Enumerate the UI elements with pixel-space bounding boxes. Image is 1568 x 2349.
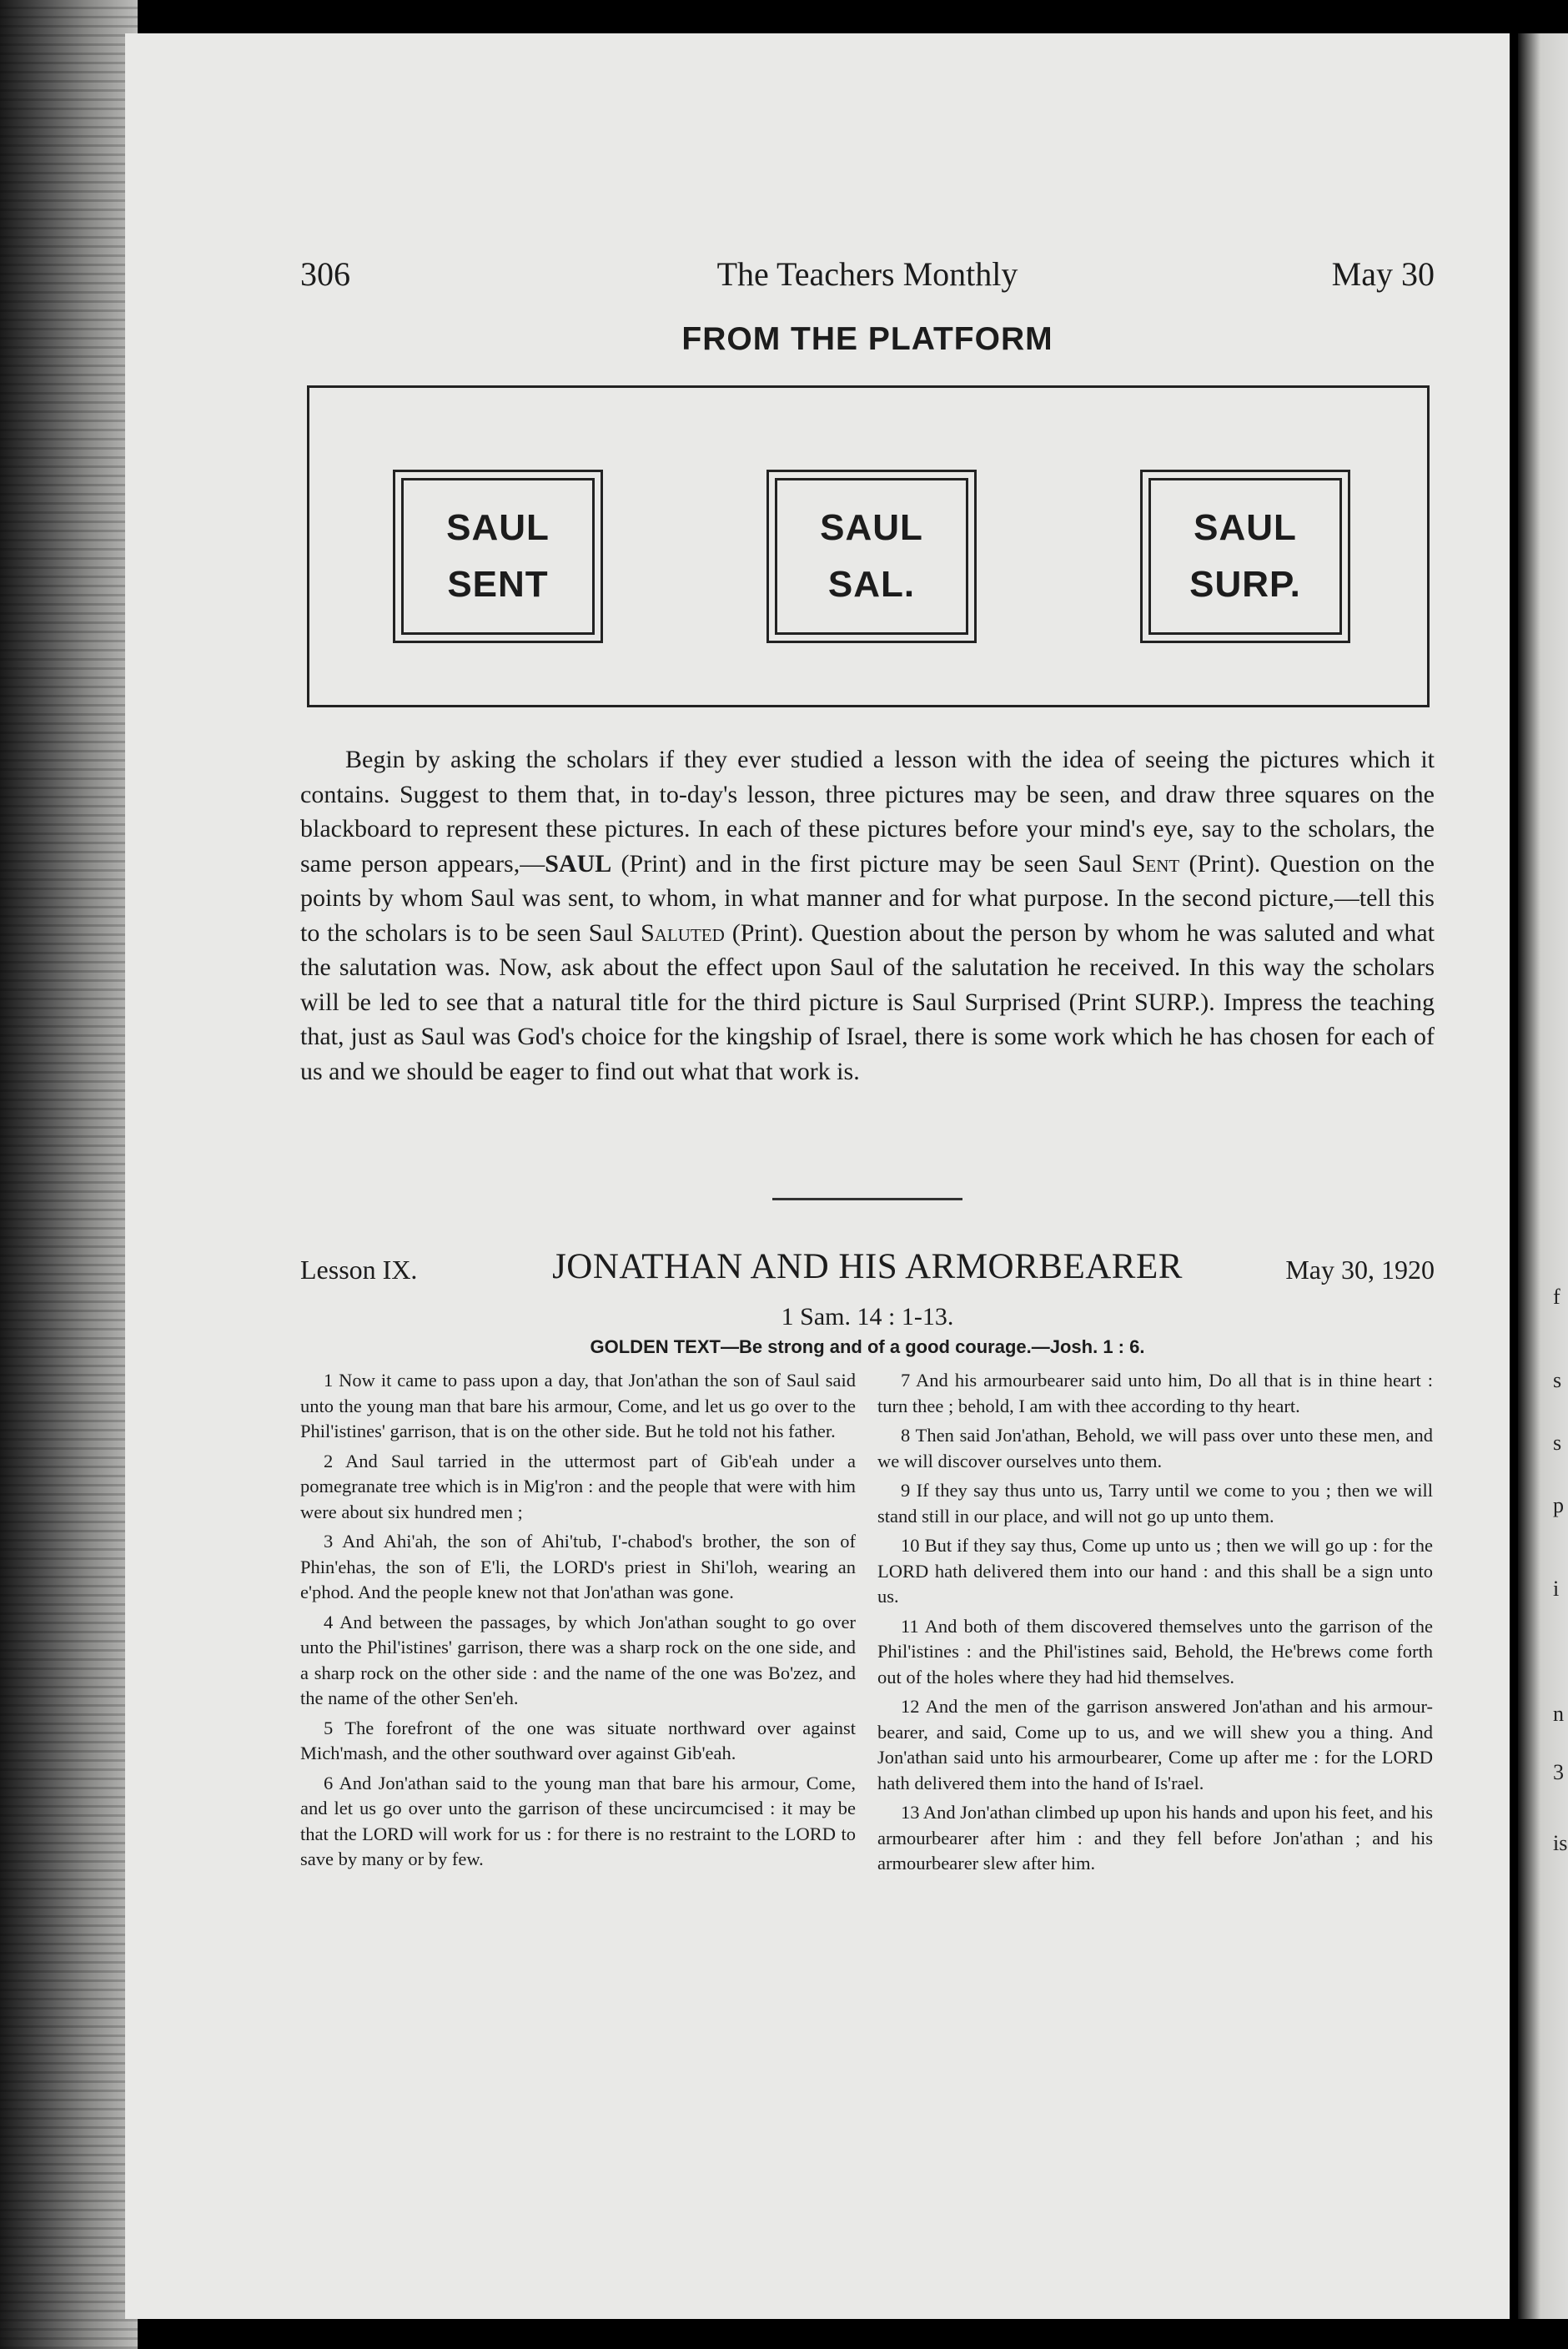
intro-text: Begin by asking the scholars if they ever studied a lesson with the idea of seeing the pictures which it contains. Suggest to them that, in to-day's lesson, three pictures may be seen, and draw three squares on the blackboard to represent these pictures. In each of these pictures before your mind's eye, say to the scholars, the same person appears,— [300, 746, 1435, 878]
page-header [300, 254, 1435, 304]
verse: 1 Now it came to pass upon a day, that Jon'athan the son of Saul said unto the young man that bare his armour, Come, and let us go over to the Phil'istines' garrison, that is on the other side. But he told not his father. [300, 1370, 856, 1441]
verse: 9 If they say thus unto us, Tarry until we come to you ; then we will stand still in our place, and will not go up unto them. [877, 1480, 1433, 1527]
verses-left-column [300, 1368, 856, 1877]
verse: 2 And Saul tarried in the uttermost part of Gib'eah under a pomegranate tree which is in Mig'ron : and the people that were with him were about six hundred men ; [300, 1450, 856, 1522]
edge-fragment: n [1553, 1702, 1564, 1726]
golden-text: GOLDEN TEXT—Be strong and of a good courage.—Josh. 1 : 6. [590, 1336, 1145, 1357]
picture-square-inner [1148, 478, 1342, 635]
verses-right-column [877, 1368, 1433, 1881]
edge-fragment: f [1553, 1285, 1560, 1309]
lesson-number: Lesson IX. [300, 1255, 418, 1285]
page-number: 306 [300, 255, 350, 293]
verse: 6 And Jon'athan said to the young man that bare his armour, Come, and let us go over unto the garrison of these uncircumcised : it may be that the LORD will work for us : for there is no restraint to the LORD to save by many or by few. [300, 1772, 856, 1869]
square-line: SAL. [827, 564, 916, 605]
edge-fragment: 3 [1553, 1760, 1564, 1784]
picture-square [1140, 470, 1350, 643]
picture-square-inner [775, 478, 968, 635]
intro-smallcaps: Sent [1131, 849, 1180, 878]
verse: 13 And Jon'athan climbed up upon his hands and upon his feet, and his armourbearer after him : and they fell before Jon'athan ; and his armourbearer slew after him. [877, 1802, 1433, 1874]
intro-text: (Print). Question on the points by whom Saul was sent, to whom, in what manner and for what purpose. In the second picture,—tell this to the scholars is to be seen Saul [300, 849, 1435, 947]
square-line: SAUL [446, 507, 550, 548]
verse: 5 The forefront of the one was situate northward over against Mich'mash, and the other southward over against Gib'eah. [300, 1717, 856, 1763]
verse: 4 And between the passages, by which Jon'athan sought to go over unto the Phil'istines' garrison, there was a sharp rock on the one side, and a sharp rock on the other side : and the name of the one was Bo'zez, and the name of the other Sen'eh. [300, 1611, 856, 1708]
header-date: May 30 [1331, 255, 1435, 293]
page [125, 33, 1510, 2319]
scripture-reference: 1 Sam. 14 : 1-13. [781, 1303, 954, 1330]
picture-square [393, 470, 603, 643]
intro-text: (Print) and in the first picture may be seen Saul [611, 849, 1132, 878]
square-line: SURP. [1189, 564, 1301, 605]
intro-emphasis: SAUL [545, 849, 612, 878]
picture-square-inner [401, 478, 595, 635]
lesson-title: JONATHAN AND HIS ARMORBEARER [552, 1247, 1183, 1286]
edge-fragment: s [1553, 1368, 1562, 1392]
verse: 10 But if they say thus, Come up unto us ; then we will go up : for the LORD hath delivered them into our hand : and this shall be a sign unto us. [877, 1535, 1433, 1607]
square-line: SAUL [820, 507, 923, 548]
square-line: SENT [447, 564, 549, 605]
intro-paragraph [300, 742, 1435, 1089]
intro-smallcaps: Saluted [641, 918, 725, 947]
edge-fragment: is [1553, 1831, 1568, 1855]
picture-square [766, 470, 977, 643]
verse: 8 Then said Jon'athan, Behold, we will pass over unto these men, and we will discover ourselves unto them. [877, 1425, 1433, 1471]
running-title: The Teachers Monthly [716, 255, 1018, 293]
edge-fragment: s [1553, 1431, 1562, 1455]
section-divider [772, 1198, 962, 1200]
lesson-heading [300, 1246, 1435, 1296]
section-title: FROM THE PLATFORM [681, 321, 1053, 357]
square-line: SAUL [1194, 507, 1297, 548]
edge-fragment: p [1553, 1493, 1564, 1517]
verse: 12 And the men of the garrison answered Jon'athan and his armour-bearer, and said, Come up to us, and we will shew you a thing. And Jon'athan said unto his armourbearer, Come up after me : for the LORD hath delivered them into the hand of Is'rael. [877, 1696, 1433, 1793]
verse: 3 And Ahi'ah, the son of Ahi'tub, I'-chabod's brother, the son of Phin'ehas, the son of E'li, the LORD's priest in Shi'loh, wearing an e'phod. And the people knew not that Jon'athan was gone. [300, 1531, 856, 1602]
intro-text: (Print). Question about the person by whom he was saluted and what the salutation was. Now, ask about the effect upon Saul of the salutation he received. In this way the scholars will be led to see that a natural title for the third picture is Saul Surprised (Print SURP.). Impress the teaching that, just as Saul was God's choice for the kingship of Israel, there is some work which he has chosen for each of us and we should be eager to find out what that work is. [300, 918, 1435, 1085]
facing-page-edge [1518, 33, 1568, 2319]
book-binding [0, 0, 138, 2349]
lesson-date: May 30, 1920 [1285, 1255, 1435, 1285]
edge-fragment: i [1553, 1577, 1560, 1601]
verse: 7 And his armourbearer said unto him, Do all that is in thine heart : turn thee ; behold, I am with thee according to thy heart. [877, 1370, 1433, 1416]
verse: 11 And both of them discovered themselves unto the garrison of the Phil'istines : and the Phil'istines said, Behold, the He'brews come forth out of the holes where they had hid themselves. [877, 1615, 1433, 1688]
blackboard-frame [307, 385, 1430, 707]
